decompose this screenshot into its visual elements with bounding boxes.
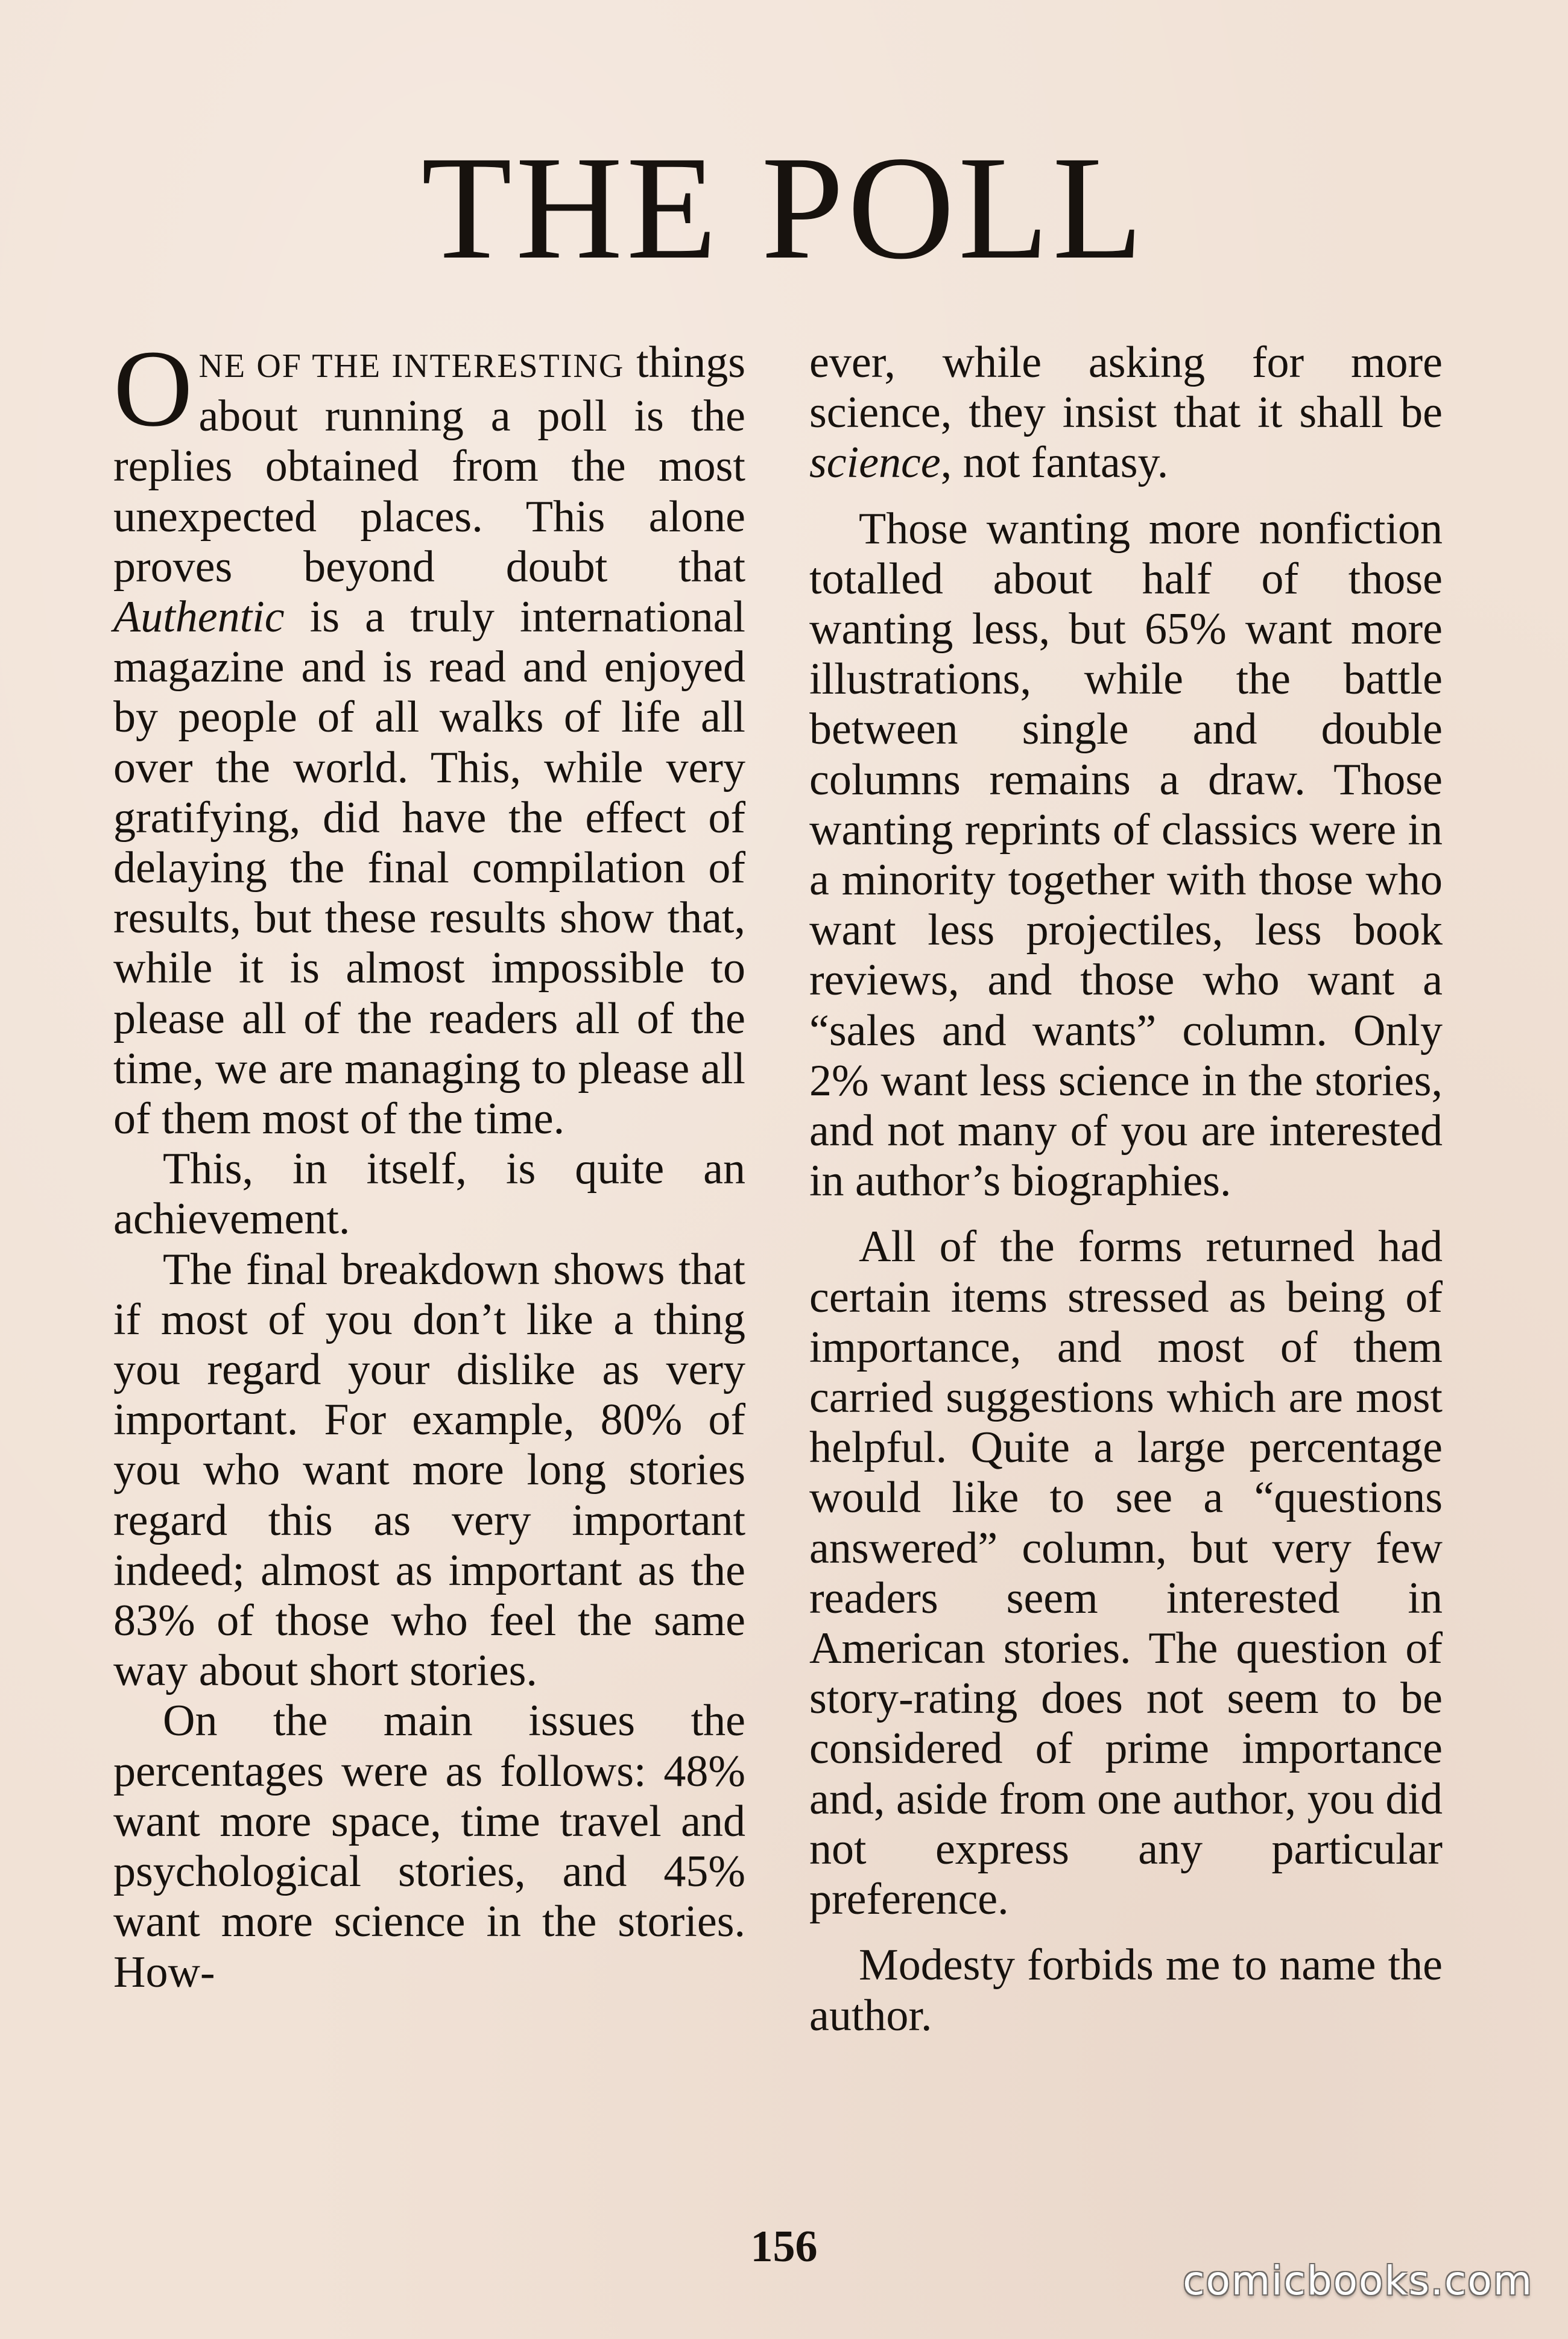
paragraph-1-text-a: things about running a poll is the replies obtained from the most unexpected places. This alone proves beyond doubt that [113,338,745,592]
paragraph-1 [113,328,745,1144]
paragraph-2: This, in itself, is quite an achievement. [113,1144,745,1244]
paragraph-7: Modesty forbids me to name the author. [809,1940,1443,2040]
watermark-logo: comicbooks.com [1183,2258,1533,2304]
science-italic: science [809,438,941,488]
paragraph-5: Those wanting more nonfiction totalled about half of those wanting less, but 65% want more illustrations, while the battle between single and double columns remains a draw. Those wanting reprints of classics were in a minority together with those who want less projectiles, less book reviews, and those who want a “sales and wants” column. Only 2% want less science in the stories, and not many of you are interested in author’s biographies. [809,504,1443,1206]
drop-cap: O [113,328,193,449]
paragraph-4-text-continued: ever, while asking for more science, they insist that it shall be [809,338,1443,438]
page-number: 156 [750,2222,818,2271]
article-title: THE POLL [421,126,1147,290]
lead-smallcaps: NE OF THE INTERESTING [198,347,625,385]
magazine-name-italic: Authentic [113,592,285,642]
paragraph-1-text-b: is a truly international magazine and is read and enjoyed by people of all walks of life all over the world. This, while very gratifying, did have the effect of delaying the final compilation of results, but these results show that, while it is almost impossible to please all of the readers all of the time, we are managing to please all of them most of the time. [113,592,745,1144]
right-column [809,338,1443,2041]
paragraph-4-text: On the main issues the percentages were as follows: 48% want more space, time travel and psychological stories, and 45% want more science in the stories. How- [113,1696,745,1997]
left-column [113,328,745,1998]
paragraph-4-end: , not fantasy. [940,438,1169,488]
paragraph-3: The final breakdown shows that if most of you don’t like a thing you regard your dislike as very important. For example, 80% of you who want more long stories regard this as very important indeed; almost as important as the 83% of those who feel the same way about short stories. [113,1244,745,1696]
paragraph-6: All of the forms returned had certain items stressed as being of importance, and most of them carried suggestions which are most helpful. Quite a large percentage would like to see a “questions answered” column, but very few readers seem interested in American stories. The question of story-rating does not seem to be considered of prime importance and, aside from one author, you did not express any particular preference. [809,1222,1443,1925]
paragraph-4-continued [809,338,1443,489]
paragraph-4-start [113,1696,745,1997]
